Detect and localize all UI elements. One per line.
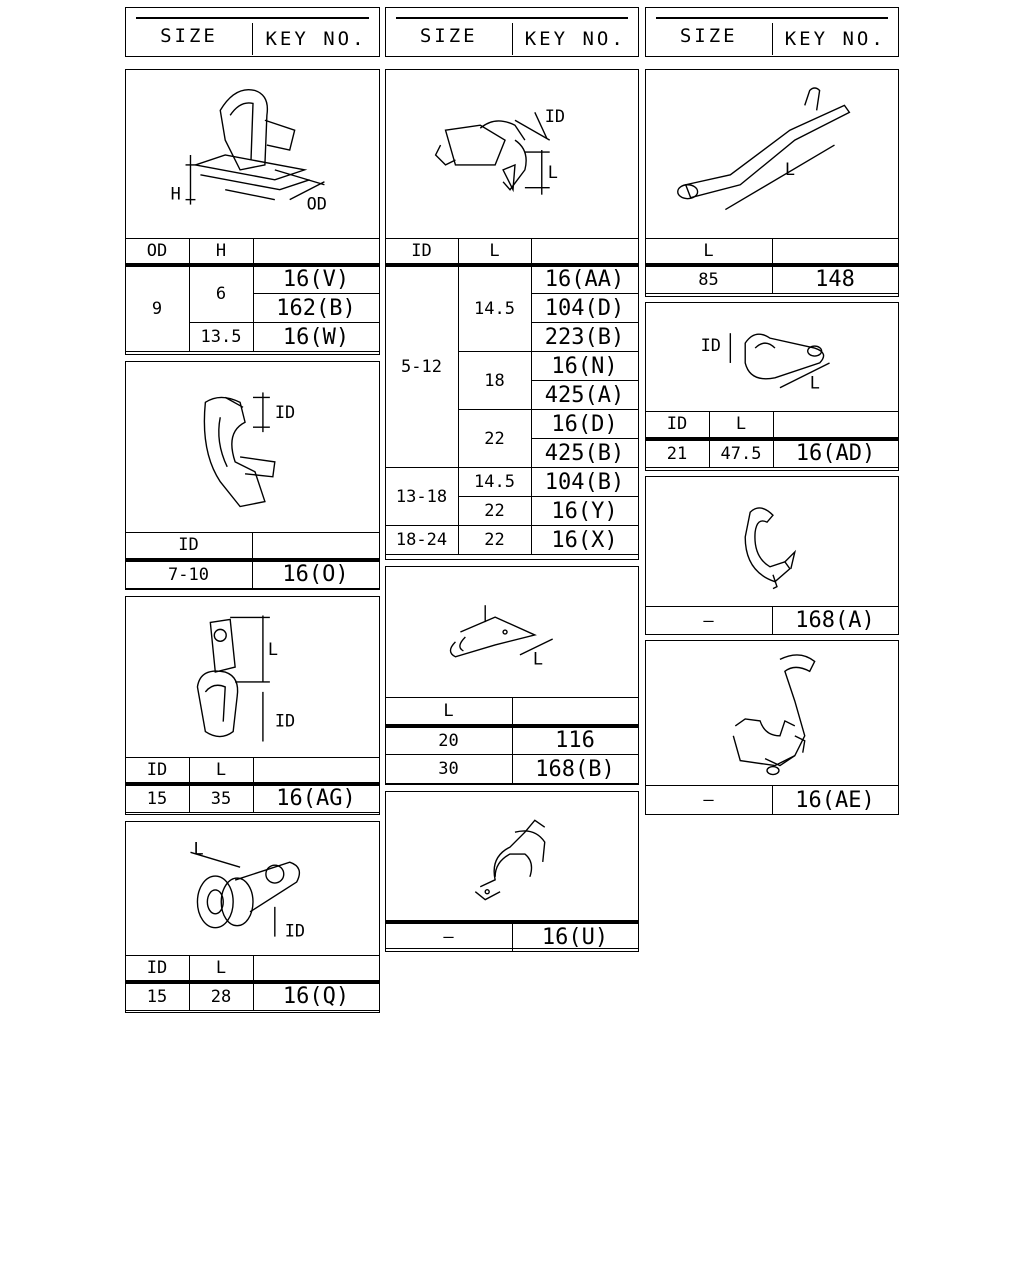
label-l: L [267, 639, 279, 660]
l-value: 20 [385, 726, 512, 755]
header-col3 [645, 7, 899, 57]
l-value: 14.5 [458, 265, 531, 352]
l-value: 47.5 [709, 439, 773, 468]
clip-illustration [386, 567, 638, 697]
part-panel-c1-4 [125, 821, 380, 1013]
label-id: ID [284, 920, 306, 941]
col-id-header: ID [385, 239, 458, 265]
part-panel-c2-1 [385, 69, 639, 560]
spec-table [385, 920, 639, 952]
clip-illustration [646, 70, 898, 238]
key-no: 16(U) [512, 922, 638, 951]
clip-illustration [126, 597, 379, 757]
label-id: ID [274, 710, 296, 731]
spec-table [645, 785, 899, 815]
spec-table [385, 238, 639, 555]
part-panel-c3-2 [645, 302, 899, 471]
col-key-header [773, 412, 898, 439]
key-no: 16(V) [253, 265, 379, 294]
key-no: 16(AA) [531, 265, 638, 294]
key-no-header: KEY NO. [252, 23, 379, 55]
id-value: 15 [125, 784, 189, 813]
key-no: 16(AD) [773, 439, 898, 468]
part-panel-c3-4 [645, 640, 899, 815]
l-value: 30 [385, 755, 512, 784]
part-panel-c2-2 [385, 566, 639, 785]
id-value: 15 [125, 982, 189, 1011]
id-value: 18-24 [385, 526, 458, 555]
col-l-header: L [189, 758, 253, 784]
label-l: L [193, 838, 204, 859]
clip-illustration [386, 70, 638, 238]
id-value: 7-10 [125, 560, 252, 589]
col-od-header: OD [125, 239, 189, 265]
col-h-header: H [189, 239, 253, 265]
header-col1 [125, 7, 380, 57]
od-value: 9 [125, 265, 189, 352]
key-no: 116 [512, 726, 638, 755]
key-no: 104(D) [531, 294, 638, 323]
spec-table [385, 697, 639, 784]
l-value: 22 [458, 410, 531, 468]
clip-illustration [126, 822, 379, 955]
clip-illustration [646, 641, 898, 785]
key-no: 16(X) [531, 526, 638, 555]
col-key-header [531, 239, 638, 265]
size-header: SIZE [419, 25, 478, 47]
label-od: OD [306, 193, 327, 214]
size-value: — [645, 786, 772, 815]
key-no: 104(B) [531, 468, 638, 497]
spec-table [125, 532, 380, 589]
col-key-header [512, 698, 638, 726]
key-no: 16(D) [531, 410, 638, 439]
key-no: 16(W) [253, 323, 379, 352]
label-l: L [532, 648, 543, 669]
key-no: 148 [772, 265, 898, 294]
col-id-header: ID [125, 956, 189, 982]
l-value: 28 [189, 982, 253, 1011]
l-value: 14.5 [458, 468, 531, 497]
spec-table [125, 955, 380, 1011]
size-value: — [385, 922, 512, 951]
h-value: 13.5 [189, 323, 253, 352]
key-no: 16(Q) [253, 982, 379, 1011]
part-panel-c1-2 [125, 361, 380, 590]
size-header: SIZE [160, 25, 218, 47]
h-value: 6 [189, 265, 253, 323]
size-header: SIZE [679, 25, 738, 47]
spec-table [125, 757, 380, 813]
col-l-header: L [385, 698, 512, 726]
key-no: 16(AE) [772, 786, 898, 815]
key-no: 168(B) [512, 755, 638, 784]
part-panel-c2-3 [385, 791, 639, 949]
col-key-header [253, 239, 379, 265]
l-value: 22 [458, 497, 531, 526]
id-value: 5-12 [385, 265, 458, 468]
key-no: 16(N) [531, 352, 638, 381]
label-id: ID [700, 335, 721, 356]
part-panel-c1-3 [125, 596, 380, 815]
col-l-header: L [189, 956, 253, 982]
l-value: 18 [458, 352, 531, 410]
col-l-header: L [645, 239, 772, 265]
key-no: 16(O) [252, 560, 379, 589]
header-col2 [385, 7, 639, 57]
key-no-header: KEY NO. [772, 23, 899, 55]
label-l: L [547, 161, 558, 182]
col-key-header [253, 956, 379, 982]
part-panel-c3-3 [645, 476, 899, 635]
l-value: 35 [189, 784, 253, 813]
clip-illustration [126, 70, 379, 238]
label-h: H [170, 183, 181, 204]
col-key-header [252, 533, 379, 560]
part-panel-c1-1 [125, 69, 380, 355]
clip-illustration [646, 477, 898, 606]
label-l: L [809, 372, 820, 393]
label-l: L [784, 158, 796, 179]
l-value: 85 [645, 265, 772, 294]
key-no: 168(A) [772, 607, 898, 635]
col-key-header [772, 239, 898, 265]
label-id: ID [544, 106, 566, 127]
spec-table [125, 238, 380, 352]
label-id: ID [274, 402, 296, 423]
key-no-header: KEY NO. [512, 23, 639, 55]
col-id-header: ID [125, 533, 252, 560]
key-no: 425(A) [531, 381, 638, 410]
col-key-header [253, 758, 379, 784]
id-value: 13-18 [385, 468, 458, 526]
spec-table [645, 238, 899, 294]
key-no: 162(B) [253, 294, 379, 323]
key-no: 16(AG) [253, 784, 379, 813]
col-l-header: L [458, 239, 531, 265]
col-l-header: L [709, 412, 773, 439]
id-value: 21 [645, 439, 709, 468]
clip-illustration [126, 362, 379, 532]
clip-illustration [386, 792, 638, 920]
l-value: 22 [458, 526, 531, 555]
key-no: 223(B) [531, 323, 638, 352]
size-value: — [645, 607, 772, 635]
clip-illustration [646, 303, 898, 411]
key-no: 425(B) [531, 439, 638, 468]
col-id-header: ID [125, 758, 189, 784]
col-id-header: ID [645, 412, 709, 439]
spec-table [645, 606, 899, 635]
part-panel-c3-1 [645, 69, 899, 297]
key-no: 16(Y) [531, 497, 638, 526]
spec-table [645, 411, 899, 468]
